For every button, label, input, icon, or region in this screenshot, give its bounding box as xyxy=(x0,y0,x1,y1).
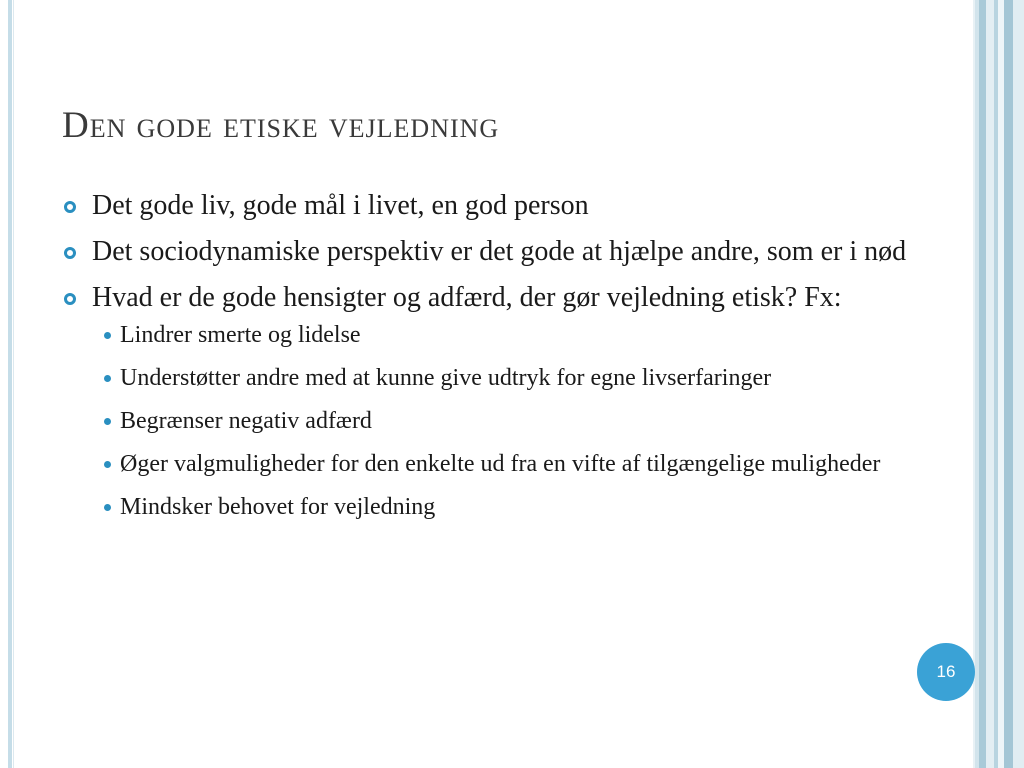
sub-bullet-item xyxy=(92,363,922,393)
bullet-ring-icon xyxy=(64,247,76,259)
sub-bullet-text: Lindrer smerte og lidelse xyxy=(120,322,361,348)
bullet-list xyxy=(62,188,922,522)
sub-bullet-item xyxy=(92,320,922,350)
bullet-ring-icon xyxy=(64,201,76,213)
frame-stripe xyxy=(979,0,986,768)
bullet-dot-icon xyxy=(104,375,111,382)
sub-bullet-text: Understøtter andre med at kunne give udtryk for egne livserfaringer xyxy=(120,365,772,391)
sub-bullet-item xyxy=(92,492,922,522)
bullet-dot-icon xyxy=(104,418,111,425)
bullet-text: Hvad er de gode hensigter og adfærd, der gør vejledning etisk? Fx: xyxy=(92,282,842,313)
sub-bullet-text: Øger valgmuligheder for den enkelte ud fra en vifte af tilgængelige muligheder xyxy=(120,451,881,477)
bullet-text: Det gode liv, gode mål i livet, en god person xyxy=(92,190,589,221)
frame-left-inner-border xyxy=(13,0,14,768)
bullet-item xyxy=(62,280,922,522)
sub-bullet-text: Mindsker behovet for vejledning xyxy=(120,494,436,520)
slide-content xyxy=(62,188,922,535)
page-number-badge: 16 xyxy=(917,643,975,701)
sub-bullet-item xyxy=(92,449,922,479)
sub-bullet-list xyxy=(92,320,922,522)
bullet-dot-icon xyxy=(104,461,111,468)
bullet-dot-icon xyxy=(104,504,111,511)
frame-stripe xyxy=(1004,0,1013,768)
frame-left-border xyxy=(8,0,12,768)
bullet-dot-icon xyxy=(104,332,111,339)
sub-bullet-item xyxy=(92,406,922,436)
frame-stripe xyxy=(1013,0,1024,768)
frame-stripe xyxy=(986,0,994,768)
bullet-item xyxy=(62,188,922,224)
sub-bullet-text: Begrænser negativ adfærd xyxy=(120,408,372,434)
frame-stripe xyxy=(973,0,975,768)
bullet-item xyxy=(62,234,922,270)
bullet-ring-icon xyxy=(64,293,76,305)
bullet-text: Det sociodynamiske perspektiv er det gode at hjælpe andre, som er i nød xyxy=(92,236,907,267)
slide-title: Den gode etiske vejledning xyxy=(62,105,500,146)
